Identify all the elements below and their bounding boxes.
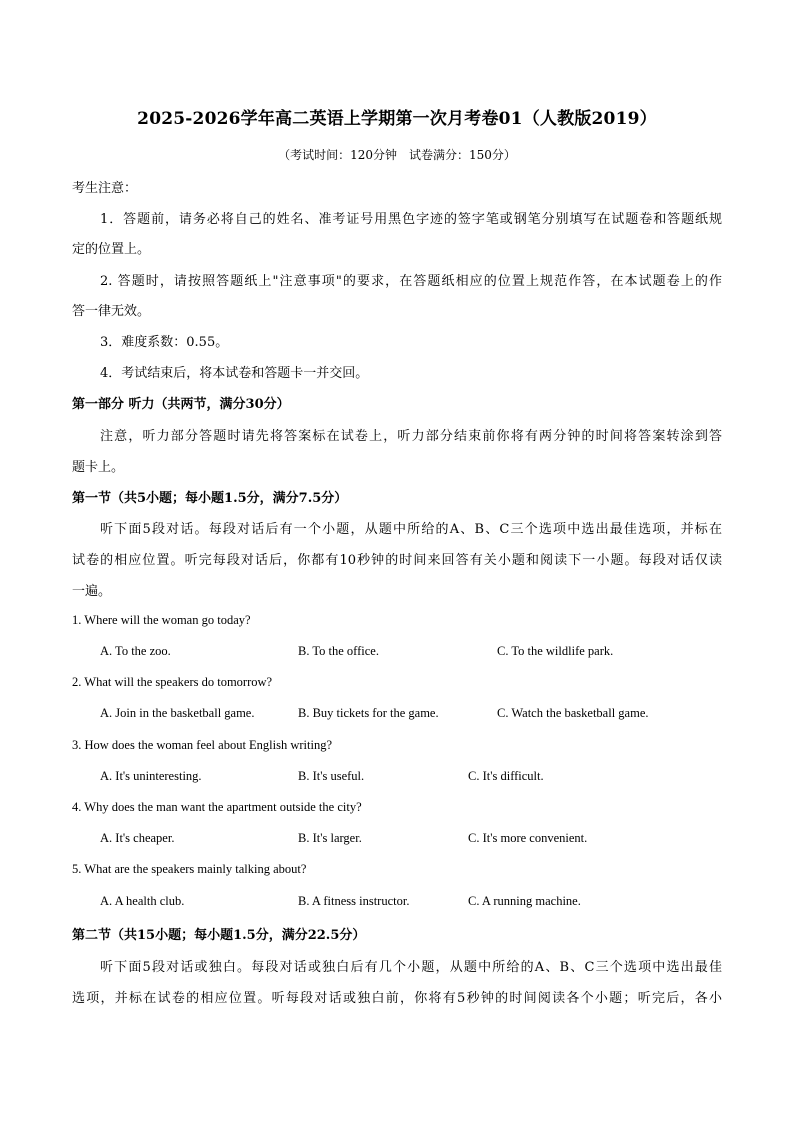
notice-item-2-line-1: 2. 答题时，请按照答题纸上"注意事项"的要求，在答题纸相应的位置上规范作答，在本试题卷上的作 xyxy=(100,274,722,289)
question-2-option-a: A. Join in the basketball game. xyxy=(100,706,255,720)
section1-heading: 第一节（共5小题；每小题1.5分，满分7.5分） xyxy=(72,491,348,506)
question-1-option-a: A. To the zoo. xyxy=(100,644,171,658)
notice-item-3: 3．难度系数：0.55。 xyxy=(100,335,229,350)
section1-instr-line-3: 一遍。 xyxy=(72,584,112,599)
part1-heading: 第一部分 听力（共两节，满分30分） xyxy=(72,397,290,412)
section2-instr-line-1: 听下面5段对话或独白。每段对话或独白后有几个小题，从题中所给的A、B、C三个选项中选出最佳 xyxy=(100,960,722,975)
question-4-stem: 4. Why does the man want the apartment outside the city? xyxy=(72,800,362,814)
notice-item-2-line-2: 答一律无效。 xyxy=(72,304,151,319)
question-2-option-b: B. Buy tickets for the game. xyxy=(298,706,439,720)
section2-instr-line-2: 选项，并标在试卷的相应位置。听每段对话或独白前，你将有5秒钟的时间阅读各个小题；听完后，各小 xyxy=(72,991,722,1006)
question-1-stem: 1. Where will the woman go today? xyxy=(72,613,251,627)
notice-item-1-line-1: 1．答题前，请务必将自己的姓名、准考证号用黑色字迹的签字笔或钢笔分别填写在试题卷和答题纸规 xyxy=(100,212,722,227)
question-5-option-a: A. A health club. xyxy=(100,894,185,908)
question-5-option-b: B. A fitness instructor. xyxy=(298,894,410,908)
question-1-option-b: B. To the office. xyxy=(298,644,379,658)
question-3-option-a: A. It's uninteresting. xyxy=(100,769,202,783)
notice-item-1-line-2: 定的位置上。 xyxy=(72,242,151,257)
question-4-option-b: B. It's larger. xyxy=(298,831,362,845)
question-1-option-c: C. To the wildlife park. xyxy=(497,644,614,658)
page-title: 2025-2026学年高二英语上学期第一次月考卷01（人教版2019） xyxy=(137,109,657,129)
question-5-option-c: C. A running machine. xyxy=(468,894,581,908)
notice-heading: 考生注意： xyxy=(72,181,138,196)
question-3-option-c: C. It's difficult. xyxy=(468,769,544,783)
part1-note-line-2: 题卡上。 xyxy=(72,460,125,475)
section1-instr-line-1: 听下面5段对话。每段对话后有一个小题，从题中所给的A、B、C三个选项中选出最佳选项，并标在 xyxy=(100,522,722,537)
notice-item-4: 4．考试结束后，将本试卷和答题卡一并交回。 xyxy=(100,366,369,381)
question-2-option-c: C. Watch the basketball game. xyxy=(497,706,649,720)
question-3-stem: 3. How does the woman feel about English writing? xyxy=(72,738,333,752)
exam-info: （考试时间：120分钟 试卷满分：150分） xyxy=(278,148,516,162)
question-4-option-c: C. It's more convenient. xyxy=(468,831,588,845)
section1-instr-line-2: 试卷的相应位置。听完每段对话后，你都有10秒钟的时间来回答有关小题和阅读下一小题。每段对话仅读 xyxy=(72,553,722,568)
question-4-option-a: A. It's cheaper. xyxy=(100,831,175,845)
question-5-stem: 5. What are the speakers mainly talking about? xyxy=(72,862,307,876)
part1-note-line-1: 注意，听力部分答题时请先将答案标在试卷上，听力部分结束前你将有两分钟的时间将答案转涂到答 xyxy=(100,429,722,444)
question-2-stem: 2. What will the speakers do tomorrow? xyxy=(72,675,273,689)
section2-heading: 第二节（共15小题；每小题1.5分，满分22.5分） xyxy=(72,928,366,943)
question-3-option-b: B. It's useful. xyxy=(298,769,365,783)
